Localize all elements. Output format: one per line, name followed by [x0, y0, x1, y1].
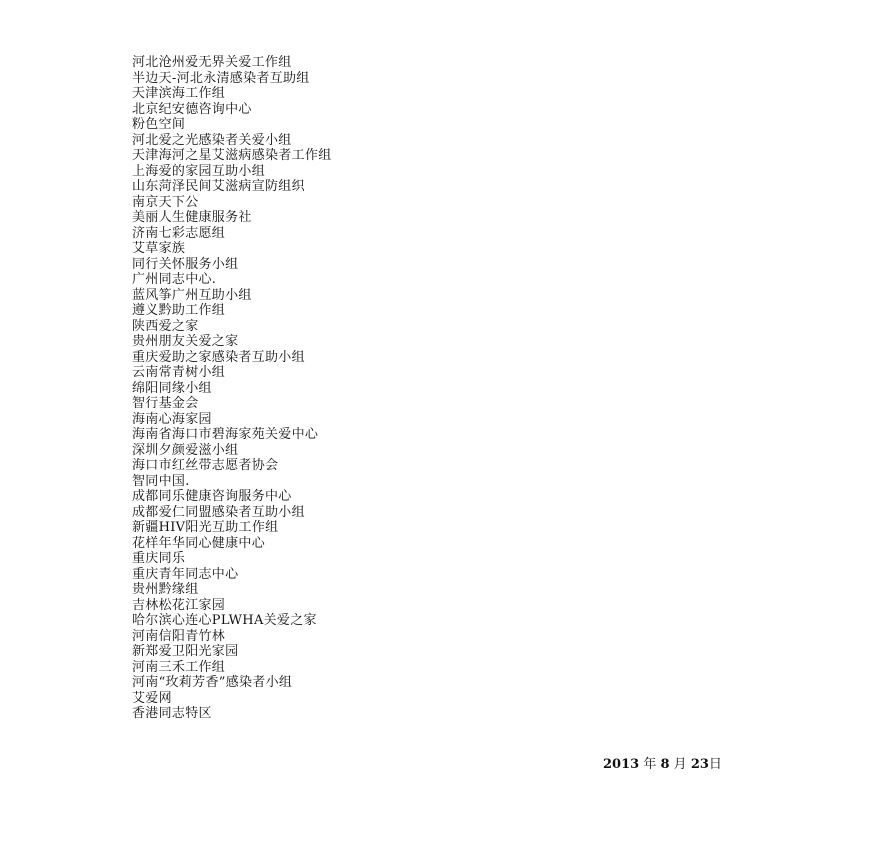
organization-item: 半边天-河北永清感染者互助组	[132, 70, 310, 86]
organization-item: 香港同志特区	[132, 706, 212, 721]
organization-item: 天津滨海工作组	[132, 86, 226, 101]
organization-item: 吉林松花江家园	[132, 597, 226, 613]
organization-item: 蓝风筝广州互助小组	[132, 287, 252, 303]
organization-item: 成都爱仁同盟感染者互助小组	[132, 504, 305, 520]
organization-item: 绵阳同缘小组	[132, 380, 212, 396]
organization-item: 河北沧州爱无界关爱工作组	[132, 55, 292, 70]
date-day-unit: 日	[708, 757, 722, 772]
organization-item: 哈尔滨心连心PLWHA关爱之家	[132, 613, 317, 628]
organization-item: 山东菏泽民间艾滋病宣防组织	[132, 179, 305, 194]
organization-item: 贵州黔缘组	[132, 582, 199, 597]
organization-item: 重庆青年同志中心	[132, 566, 239, 582]
organization-item: 美丽人生健康服务社	[132, 210, 252, 225]
organization-item: 河北爱之光感染者关爱小组	[132, 132, 292, 148]
organization-item: 重庆同乐	[132, 551, 186, 566]
organization-item: 济南七彩志愿组	[132, 225, 226, 241]
organization-item: 艾爱网	[132, 690, 172, 706]
organization-item: 海南省海口市碧海家苑关爱中心	[132, 427, 319, 442]
organization-list	[132, 55, 332, 722]
organization-item: 遵义黔助工作组	[132, 303, 226, 318]
organization-item: 上海爱的家园互助小组	[132, 163, 266, 179]
organization-item: 河南信阳青竹林	[132, 628, 226, 644]
organization-item: 新郑爱卫阳光家园	[132, 644, 239, 659]
date-year: 2013	[603, 757, 640, 772]
organization-item: 云南常青树小组	[132, 365, 226, 380]
date-month: 8	[660, 757, 670, 772]
organization-item: 天津海河之星艾滋病感染者工作组	[132, 148, 332, 163]
date-day: 23	[690, 757, 709, 772]
organization-item: 河南三禾工作组	[132, 659, 226, 675]
organization-item: 贵州朋友关爱之家	[132, 334, 239, 349]
organization-item: 同行关怀服务小组	[132, 256, 239, 272]
organization-item: 成都同乐健康咨询服务中心	[132, 489, 292, 504]
organization-item: 花样年华同心健康中心	[132, 535, 266, 551]
date-month-unit: 月	[673, 757, 687, 772]
organization-item: 智同中国.	[132, 473, 190, 489]
organization-item: 海南心海家园	[132, 411, 212, 427]
organization-item: 北京纪安德咨询中心	[132, 101, 252, 117]
organization-item: 陕西爱之家	[132, 318, 199, 334]
organization-item: 艾草家族	[132, 241, 186, 256]
organization-item: 海口市红丝带志愿者协会	[132, 458, 279, 473]
organization-item: 河南“玫莉芳香”感染者小组	[132, 675, 293, 690]
organization-item: 新疆HIV阳光互助工作组	[132, 520, 279, 535]
organization-item: 广州同志中心.	[132, 272, 217, 287]
date-year-unit: 年	[643, 757, 657, 772]
organization-item: 南京天下公	[132, 194, 199, 210]
organization-item: 粉色空间	[132, 117, 186, 132]
signature-date	[603, 757, 722, 773]
organization-item: 深圳夕颜爱滋小组	[132, 442, 239, 458]
organization-item: 智行基金会	[132, 396, 199, 411]
organization-item: 重庆爱助之家感染者互助小组	[132, 349, 305, 365]
